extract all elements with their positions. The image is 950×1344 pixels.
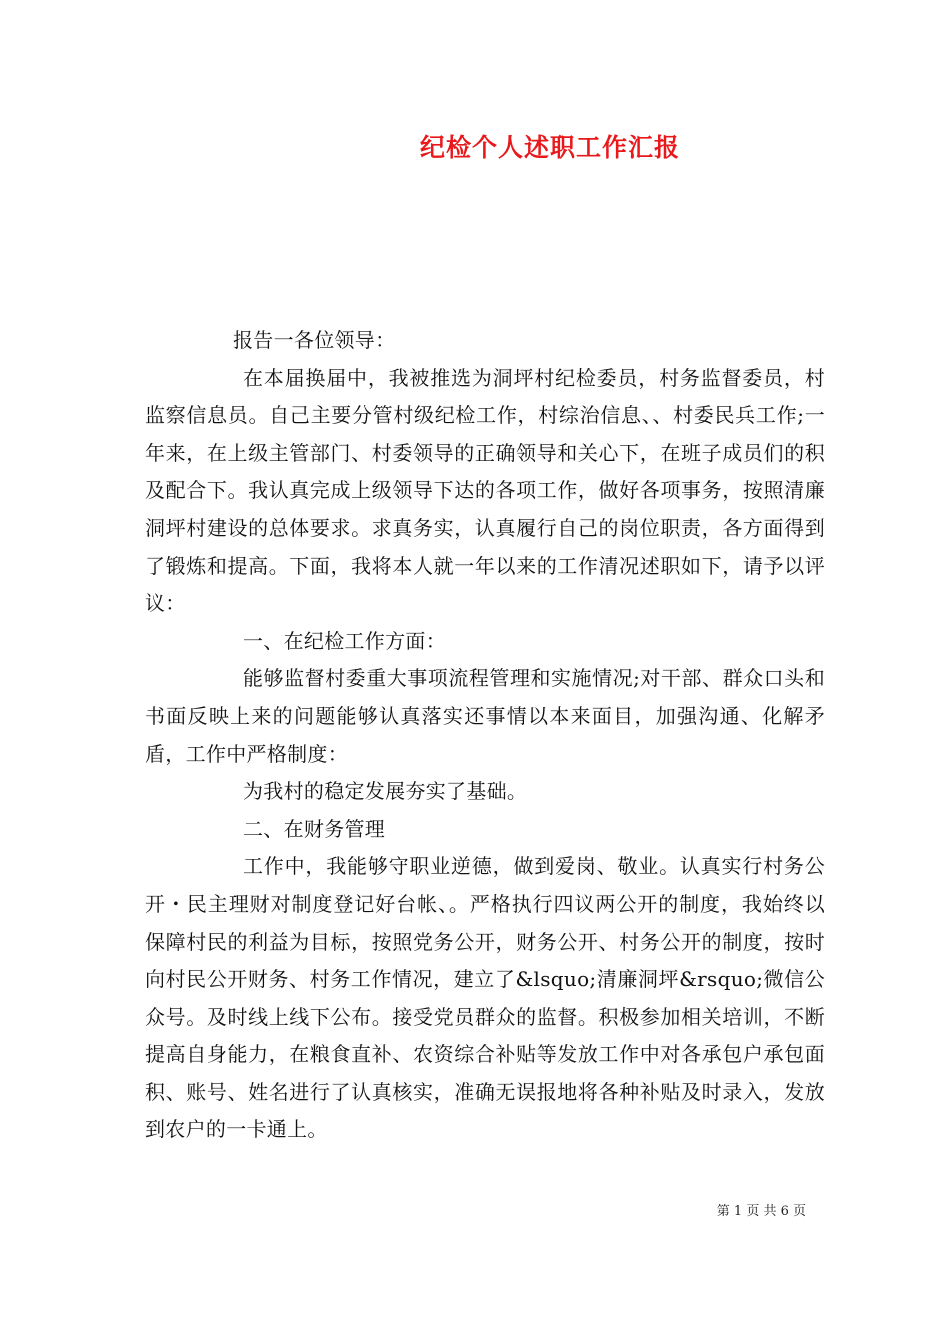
section-heading-discipline: 一、在纪检工作方面： [243, 628, 446, 653]
paragraph-intro: 在本届换届中，我被推选为洞坪村纪检委员，村务监督委员，村监察信息员。自己主要分管村级纪检工作，村综治信息、、村委民兵工作;一年来，在上级主管部门、村委领导的正确领导和关心下，在班子成员们的积及配合下。我认真完成上级领导下达的各项工作，做好各项事务，按照清廉洞坪村建设的总体要求。求真务实，认真履行自己的岗位职责，各方面得到了锻炼和提高。下面，我将本人就一年以来的工作清况述职如下，请予以评议： [145, 365, 825, 616]
paragraph-foundation: 为我村的稳定发展夯实了基础。 [243, 779, 528, 804]
paragraph-finance: 工作中，我能够守职业逆德，做到爱岗、敬业。认真实行村务公开・民主理财对制度登记好台帐、。严格执行四议两公开的制度，我始终以保障村民的利益为目标，按照党务公开，财务公开、村务公开的制度，按时向村民公开财务、村务工作情况，建立了&lsquo;清廉洞坪&rsquo;微信公众号。及时线上线下公布。接受党员群众的监督。积极参加相关培训，不断提高自身能力，在粮食直补、农资综合补贴等发放工作中对各承包户承包面积、账号、姓名进行了认真核实，准确无误报地将各种补贴及时录入，发放到农户的一卡通上。 [145, 854, 825, 1142]
page-number: 第 1 页 共 6 页 [716, 1204, 806, 1219]
section-heading-finance: 二、在财务管理 [243, 816, 386, 841]
paragraph-discipline: 能够监督村委重大事项流程管理和实施情况;对干部、群众口头和书面反映上来的问题能够认真落实还事情以本来面目，加强沟通、化解矛盾，工作中严格制度： [145, 666, 825, 766]
document-title: 纪检个人述职工作汇报 [419, 133, 680, 162]
document-body [145, 322, 825, 1149]
greeting: 报告一各位领导： [233, 328, 396, 352]
